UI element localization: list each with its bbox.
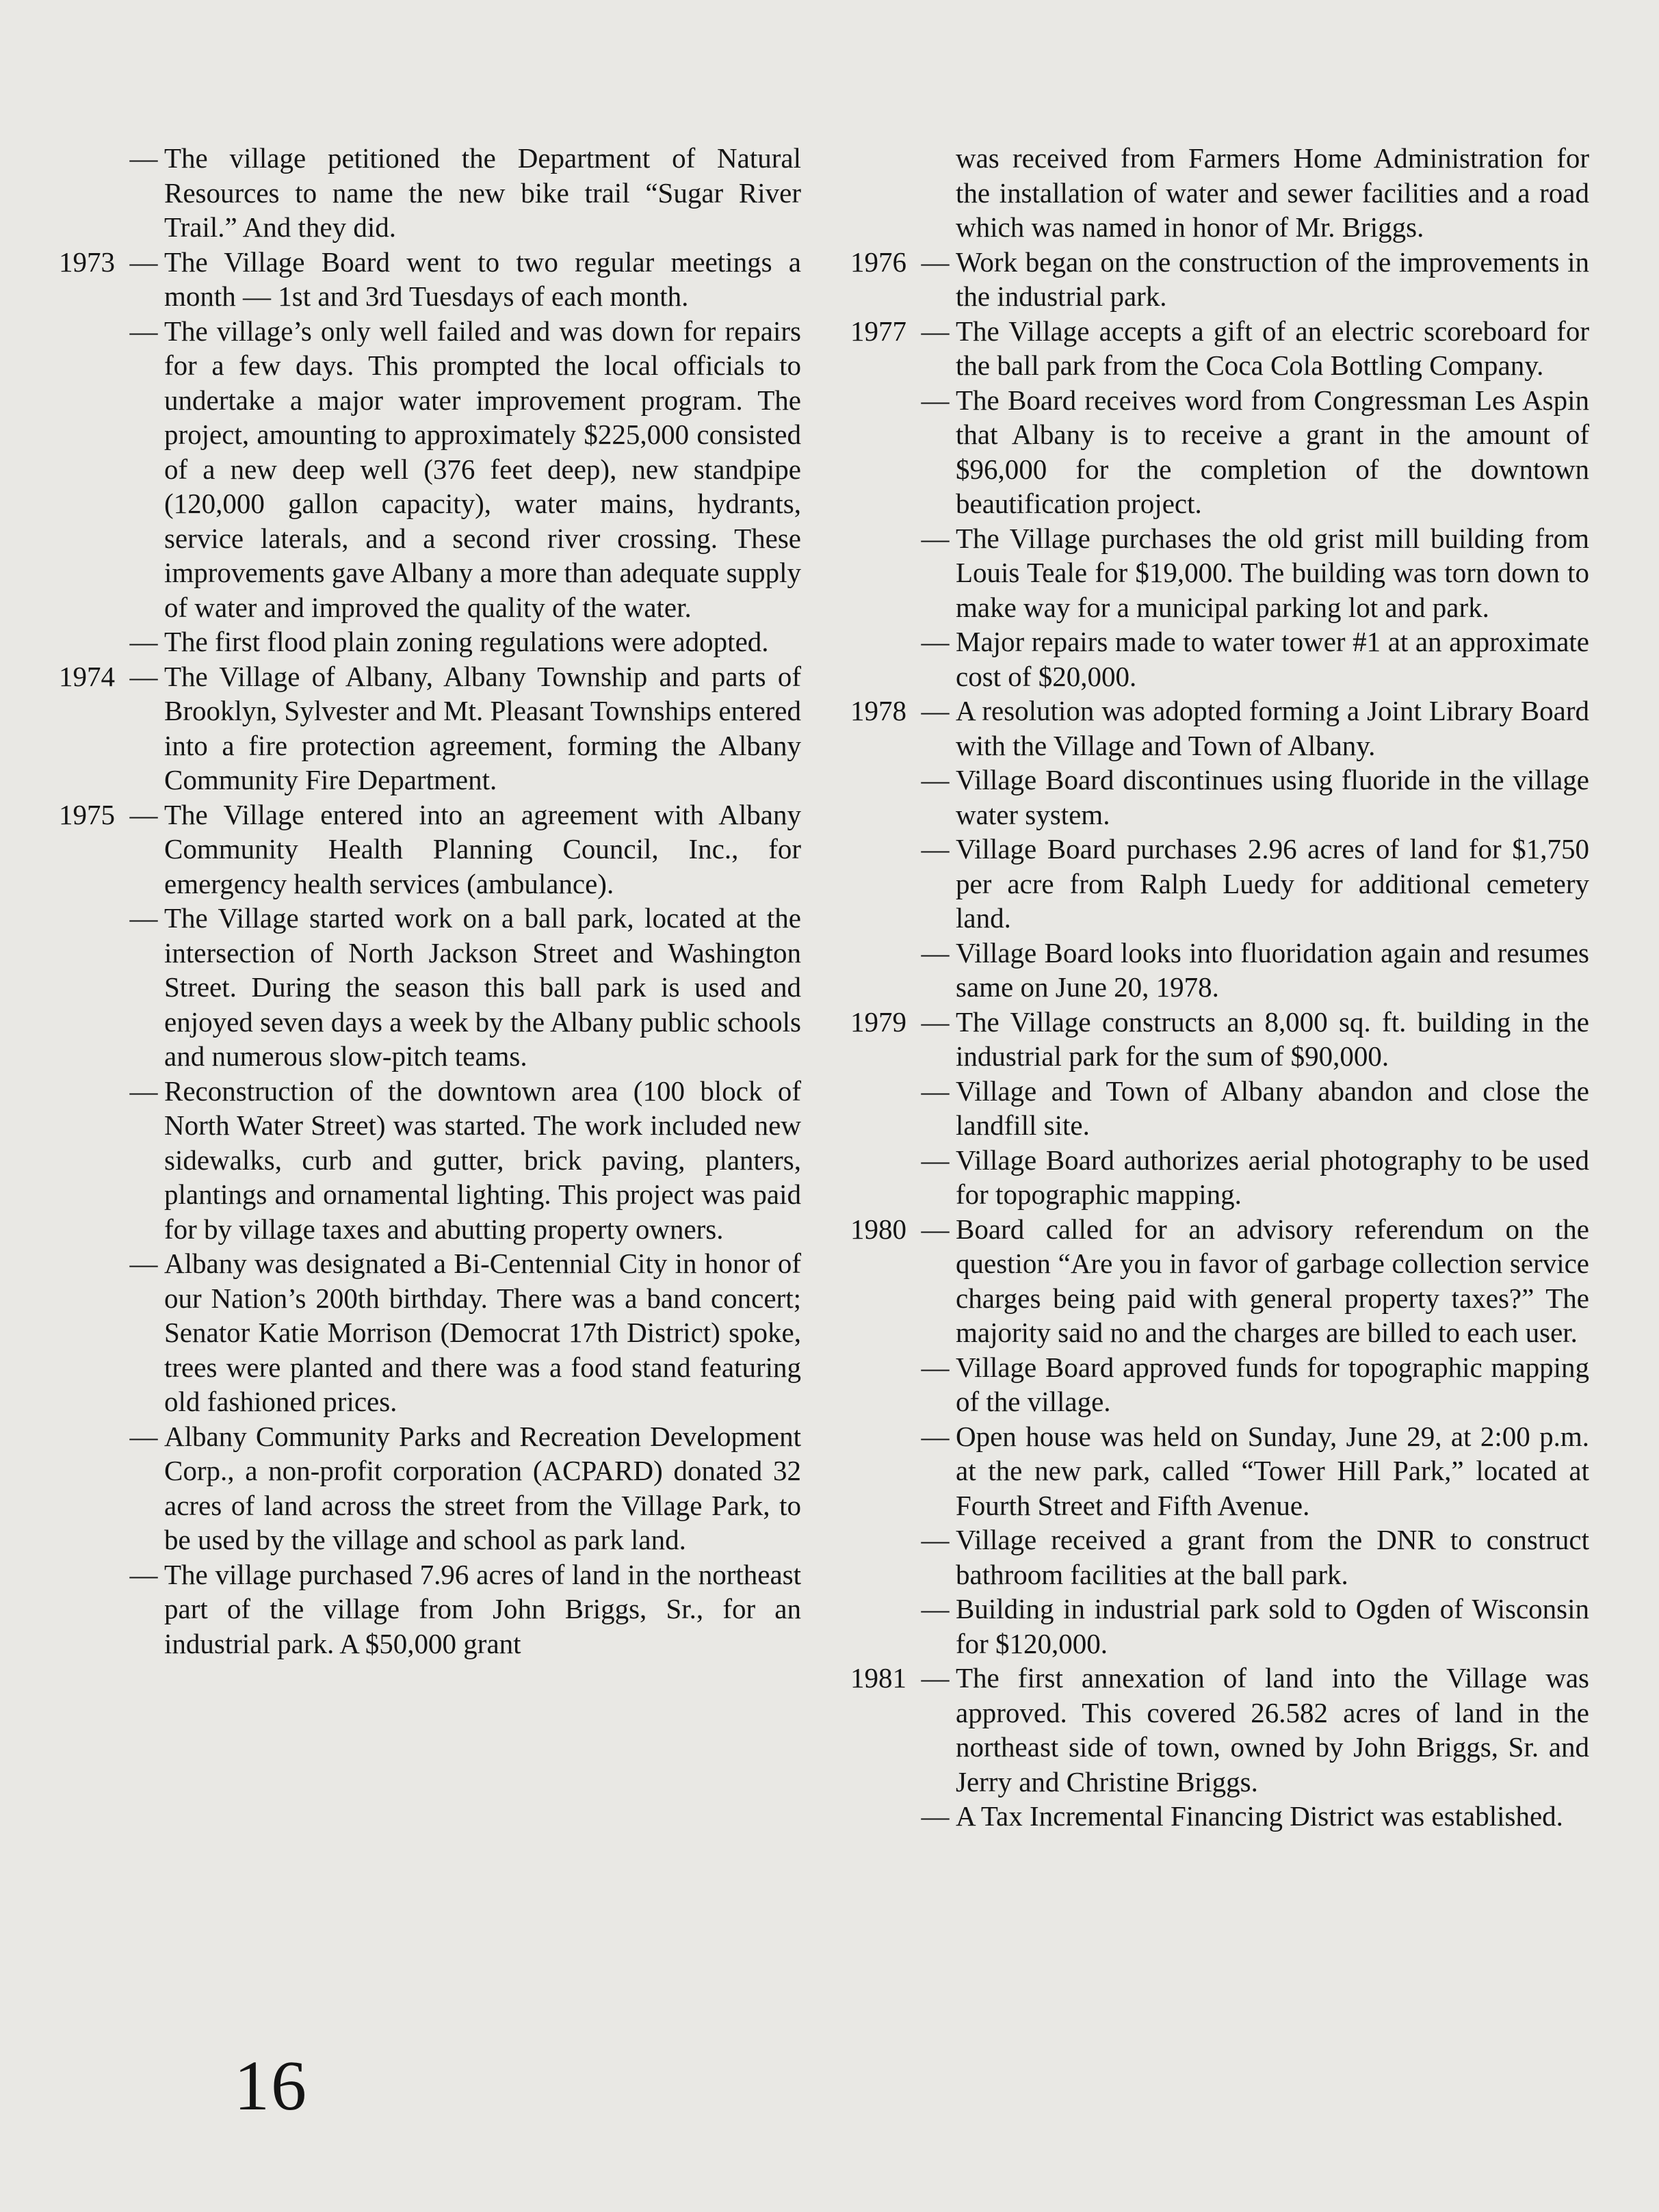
entry-text: Albany was designated a Bi-Centennial City in honor of our Nation’s 200th birthday. There was a band concert; Senator Katie Morrison (Democrat 17th District) spoke, trees were planted and there was a food stand featuring old fashioned prices. bbox=[164, 1248, 801, 1417]
timeline-entry bbox=[850, 521, 1589, 625]
entry-text: Reconstruction of the downtown area (100 block of North Water Street) was started. The work included new sidewalks, curb and gutter, brick paving, planters, plantings and ornamental lighting. This project was paid for by village taxes and abutting property owners. bbox=[164, 1075, 801, 1245]
entry-dash: — bbox=[921, 764, 950, 795]
timeline-entry bbox=[850, 763, 1589, 832]
entry-text: Village Board looks into fluoridation again and resumes same on June 20, 1978. bbox=[956, 936, 1589, 1003]
timeline-entry bbox=[59, 1074, 801, 1247]
timeline-entry bbox=[59, 659, 801, 798]
entry-text: The Village constructs an 8,000 sq. ft. building in the industrial park for the sum of $90,000. bbox=[956, 1005, 1589, 1072]
entry-dash: — bbox=[921, 315, 950, 347]
entry-dash: — bbox=[129, 626, 158, 657]
entry-dash: — bbox=[921, 1075, 950, 1107]
timeline-entry bbox=[850, 1799, 1589, 1834]
timeline-entry bbox=[850, 1419, 1589, 1523]
timeline-entry bbox=[59, 624, 801, 659]
entry-dash: — bbox=[921, 1213, 950, 1245]
timeline-entry bbox=[850, 1661, 1589, 1799]
entry-dash: — bbox=[129, 798, 158, 830]
right-column bbox=[850, 141, 1589, 1834]
timeline-entry bbox=[59, 141, 801, 245]
entry-text: The Village of Albany, Albany Township and parts of Brooklyn, Sylvester and Mt. Pleasant Townships entered into a fire protection agreement, forming the Albany Community Fire Department. bbox=[164, 660, 801, 795]
page-number: 16 bbox=[234, 2046, 308, 2125]
timeline-entry bbox=[850, 1005, 1589, 1074]
entry-text: Building in industrial park sold to Ogden of Wisconsin for $120,000. bbox=[956, 1593, 1589, 1659]
entry-year: 1977 bbox=[850, 315, 906, 347]
entry-year: 1974 bbox=[59, 660, 115, 692]
timeline-entry bbox=[850, 314, 1589, 383]
entry-text: The Village purchases the old grist mill building from Louis Teale for $19,000. The building was torn down to make way for a municipal parking lot and park. bbox=[956, 522, 1589, 623]
timeline-entry bbox=[850, 1350, 1589, 1419]
entry-dash: — bbox=[921, 695, 950, 726]
timeline-entry bbox=[59, 1557, 801, 1661]
entry-year: 1979 bbox=[850, 1005, 906, 1038]
timeline-entry bbox=[59, 1246, 801, 1419]
entry-dash: — bbox=[129, 1248, 158, 1279]
entry-dash: — bbox=[921, 1593, 950, 1624]
entry-text: Village received a grant from the DNR to construct bathroom facilities at the ball park. bbox=[956, 1524, 1589, 1590]
continued-text bbox=[850, 141, 1589, 245]
timeline-entry bbox=[59, 798, 801, 901]
entry-text: The first flood plain zoning regulations were adopted. bbox=[164, 626, 769, 657]
entry-text: Village Board approved funds for topographic mapping of the village. bbox=[956, 1351, 1589, 1417]
entry-text: The Village Board went to two regular meetings a month — 1st and 3rd Tuesdays of each month. bbox=[164, 246, 801, 312]
entry-dash: — bbox=[921, 1800, 950, 1832]
entry-text: Village and Town of Albany abandon and close the landfill site. bbox=[956, 1075, 1589, 1141]
entry-text: A Tax Incremental Financing District was established. bbox=[956, 1800, 1563, 1832]
entry-dash: — bbox=[921, 1662, 950, 1694]
timeline-entry bbox=[850, 832, 1589, 936]
timeline-entry bbox=[850, 1074, 1589, 1143]
continued-entry-text: was received from Farmers Home Administration for the installation of water and sewer facilities and a road which was named in honor of Mr. Briggs. bbox=[956, 142, 1589, 243]
entry-text: Major repairs made to water tower #1 at an approximate cost of $20,000. bbox=[956, 626, 1589, 692]
entry-dash: — bbox=[921, 1420, 950, 1452]
entry-year: 1976 bbox=[850, 246, 906, 278]
entry-dash: — bbox=[921, 522, 950, 554]
entry-year: 1978 bbox=[850, 695, 906, 726]
timeline-entry bbox=[59, 314, 801, 625]
entry-text: The Village started work on a ball park, located at the intersection of North Jackson Street and Washington Street. During the season this ball park is used and enjoyed seven days a week by the Albany public schools and numerous slow-pitch teams. bbox=[164, 902, 801, 1072]
entry-dash: — bbox=[921, 246, 950, 278]
entry-dash: — bbox=[921, 833, 950, 865]
entry-text: The village purchased 7.96 acres of land in the northeast part of the village from John Briggs, Sr., for an industrial park. A $50,000 grant bbox=[164, 1558, 801, 1659]
entry-year: 1980 bbox=[850, 1213, 906, 1245]
timeline-entry bbox=[850, 1143, 1589, 1212]
entry-text: Village Board discontinues using fluoride in the village water system. bbox=[956, 764, 1589, 830]
entry-dash: — bbox=[129, 1075, 158, 1107]
entry-dash: — bbox=[129, 660, 158, 692]
timeline-entry bbox=[59, 1419, 801, 1557]
entry-text: Open house was held on Sunday, June 29, at 2:00 p.m. at the new park, called “Tower Hill Park,” located at Fourth Street and Fifth Avenue. bbox=[956, 1420, 1589, 1521]
entry-year: 1981 bbox=[850, 1662, 906, 1694]
timeline-entry bbox=[850, 1592, 1589, 1661]
entry-text: The village’s only well failed and was down for repairs for a few days. This prompted the local officials to undertake a major water improvement program. The project, amounting to approximately $225,000 consisted of a new deep well (376 feet deep), new standpipe (120,000 gallon capacity), water mains, hydrants, service laterals, and a second river crossing. These improvements gave Albany a more than adequate supply of water and improved the quality of the water. bbox=[164, 315, 801, 623]
entry-text: Albany Community Parks and Recreation Development Corp., a non-profit corporation (ACPARD) donated 32 acres of land across the street from the Village Park, to be used by the village and school as park land. bbox=[164, 1420, 801, 1555]
entry-text: The Board receives word from Congressman Les Aspin that Albany is to receive a grant in the amount of $96,000 for the completion of the downtown beautification project. bbox=[956, 384, 1589, 519]
entry-dash: — bbox=[129, 246, 158, 278]
entry-text: The Village accepts a gift of an electric scoreboard for the ball park from the Coca Cola Bottling Company. bbox=[956, 315, 1589, 381]
timeline-entry bbox=[850, 694, 1589, 763]
entry-dash: — bbox=[129, 315, 158, 347]
entry-text: The Village entered into an agreement with Albany Community Health Planning Council, Inc., for emergency health services (ambulance). bbox=[164, 798, 801, 899]
entry-dash: — bbox=[129, 902, 158, 934]
timeline-entry bbox=[59, 901, 801, 1074]
timeline-entry bbox=[850, 245, 1589, 314]
entry-dash: — bbox=[921, 1144, 950, 1176]
entry-text: A resolution was adopted forming a Joint Library Board with the Village and Town of Albany. bbox=[956, 695, 1589, 761]
entry-year: 1975 bbox=[59, 798, 115, 830]
entry-text: Board called for an advisory referendum on the question “Are you in favor of garbage collection service charges being paid with general property taxes?” The majority said no and the charges are billed to each user. bbox=[956, 1213, 1589, 1348]
entry-text: The village petitioned the Department of Natural Resources to name the new bike trail “Sugar River Trail.” And they did. bbox=[164, 142, 801, 243]
entry-dash: — bbox=[921, 1351, 950, 1383]
entry-year: 1973 bbox=[59, 246, 115, 278]
entry-dash: — bbox=[921, 1524, 950, 1555]
entry-text: Work began on the construction of the improvements in the industrial park. bbox=[956, 246, 1589, 312]
timeline-entry bbox=[850, 383, 1589, 521]
entry-text: Village Board purchases 2.96 acres of land for $1,750 per acre from Ralph Luedy for additional cemetery land. bbox=[956, 833, 1589, 934]
timeline-entry bbox=[850, 1523, 1589, 1592]
entry-dash: — bbox=[921, 1005, 950, 1038]
timeline-entry bbox=[850, 936, 1589, 1005]
entry-dash: — bbox=[921, 384, 950, 416]
timeline-entry bbox=[850, 624, 1589, 694]
entry-dash: — bbox=[129, 142, 158, 174]
left-column bbox=[59, 141, 801, 1661]
timeline-entry bbox=[59, 245, 801, 314]
timeline-entry bbox=[850, 1212, 1589, 1350]
entry-dash: — bbox=[921, 626, 950, 657]
entry-dash: — bbox=[921, 936, 950, 969]
entry-text: Village Board authorizes aerial photography to be used for topographic mapping. bbox=[956, 1144, 1589, 1210]
entry-dash: — bbox=[129, 1420, 158, 1452]
entry-text: The first annexation of land into the Village was approved. This covered 26.582 acres of land in the northeast side of town, owned by John Briggs, Sr. and Jerry and Christine Briggs. bbox=[956, 1662, 1589, 1798]
entry-dash: — bbox=[129, 1558, 158, 1590]
